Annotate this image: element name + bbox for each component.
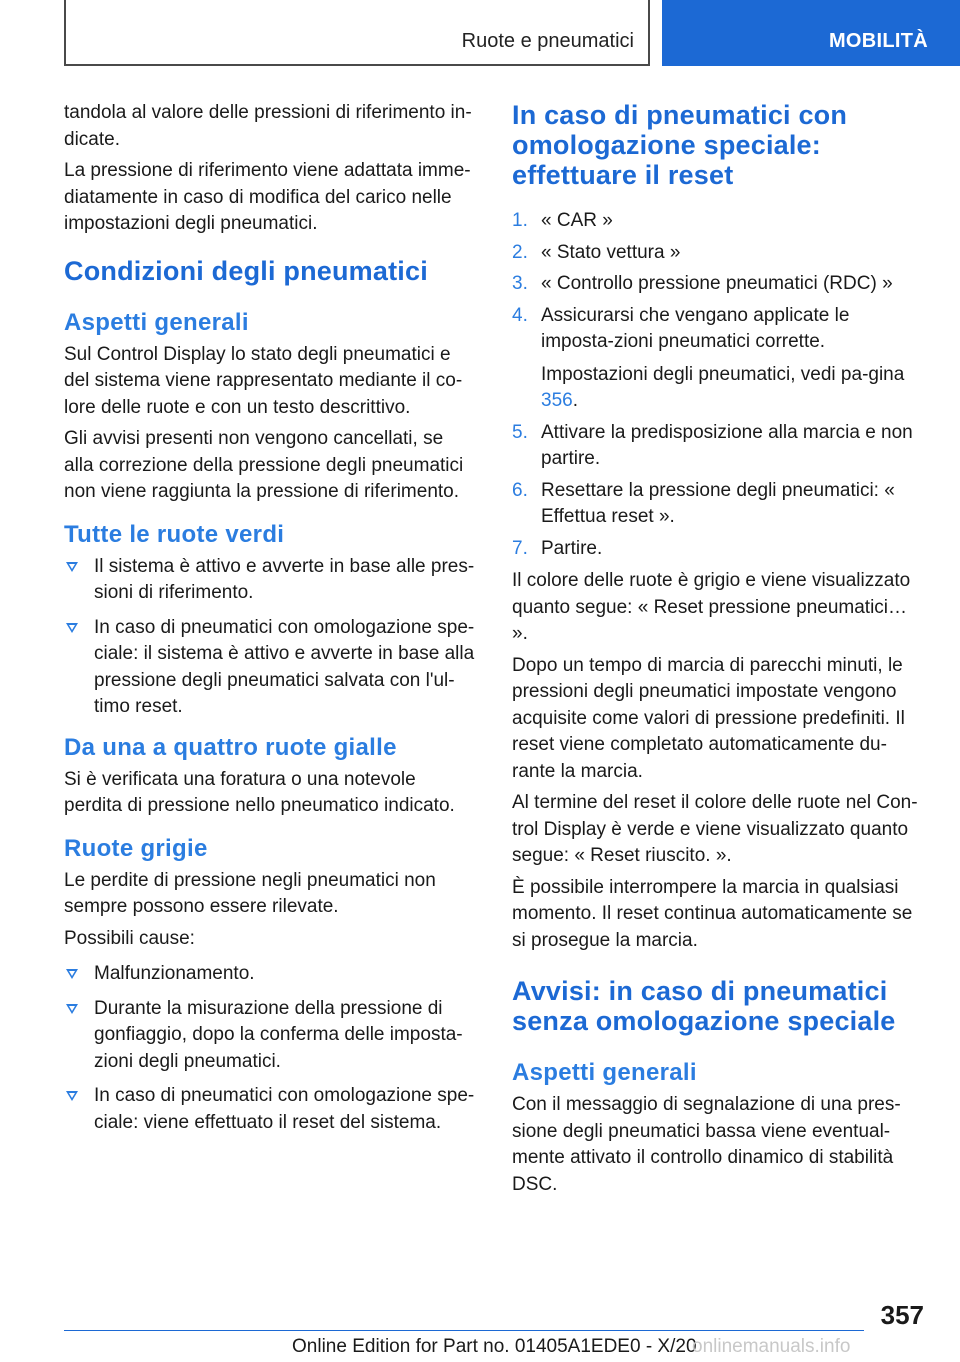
- aspetti-paragraph-2: Gli avvisi presenti non vengono cancellati, se alla correzione della pressione degli pneumatici non viene raggiunta la pressione di riferimento.: [64, 428, 464, 502]
- right-column: [512, 100, 926, 1203]
- list-item: Durante la misurazione della pressione di gonfiaggio, dopo la conferma delle imposta-zioni degli pneumatici.: [64, 996, 476, 1076]
- chapter-title: MOBILITÀ: [828, 30, 928, 52]
- list-item: In caso di pneumatici con omologazione spe-ciale: viene effettuato il reset del sistema.: [64, 1083, 476, 1136]
- triangle-bullet-icon: [66, 1091, 78, 1101]
- step-item: 4. Assicurarsi che vengano applicate le imposta-zioni pneumatici corrette. Impostazioni degli pneumatici, vedi pa-gina 356.: [512, 303, 926, 415]
- reset-paragraph-4: È possibile interrompere la marcia in qualsiasi momento. Il reset continua automaticamente se si prosegue la marcia.: [512, 876, 913, 951]
- verdi-list: [64, 554, 476, 721]
- reset-paragraph-2: Dopo un tempo di marcia di parecchi minuti, le pressioni degli pneumatici impostate vengono acquisite come valori di pressione predefiniti. Il reset viene completato automaticamente du-rante la marcia.: [512, 654, 905, 782]
- step-item: 1. « CAR »: [512, 210, 613, 231]
- heading-ruote-grigie: Ruote grigie: [64, 834, 208, 862]
- triangle-bullet-icon: [66, 969, 78, 979]
- step-4-note: Impostazioni degli pneumatici, vedi pa-gina 356.: [541, 363, 905, 411]
- section-tab: [64, 0, 650, 66]
- page-number: 357: [880, 1300, 924, 1330]
- reset-paragraph-3: Al termine del reset il colore delle ruote nel Con-trol Display è verde e viene visualizzato quanto segue: « Reset riuscito. ».: [512, 792, 918, 866]
- step-item: 3. « Controllo pressione pneumatici (RDC) »: [512, 273, 893, 294]
- grigie-list: [64, 961, 476, 1136]
- aspetti-paragraph-1: Sul Control Display lo stato degli pneumatici e del sistema viene rappresentato mediante il co-lore delle ruote e con un testo descrittivo.: [64, 343, 463, 418]
- section-title: Ruote e pneumatici: [461, 30, 634, 52]
- heading-ruote-verdi: Tutte le ruote verdi: [64, 520, 285, 548]
- grigie-paragraph-1: Le perdite di pressione negli pneumatici non sempre possono essere rilevate.: [64, 869, 436, 917]
- edition-text: Online Edition for Part no. 01405A1EDE0 - X/20: [292, 1336, 697, 1357]
- triangle-bullet-icon: [66, 562, 78, 572]
- step-item: 5. Attivare la predisposizione alla marcia e non partire.: [512, 421, 913, 469]
- heading-avvisi: Avvisi: in caso di pneumatici senza omologazione speciale: [512, 976, 896, 1036]
- left-column: [64, 100, 476, 1148]
- heading-aspetti-generali: Aspetti generali: [64, 308, 249, 336]
- watermark: onlinemanuals.info: [692, 1336, 851, 1357]
- heading-aspetti-generali-2: Aspetti generali: [512, 1059, 697, 1086]
- step-item: 2. « Stato vettura »: [512, 241, 681, 263]
- heading-condizioni: Condizioni degli pneumatici: [64, 255, 428, 286]
- gialle-paragraph: Si è verificata una foratura o una notevole perdita di pressione nello pneumatico indicato.: [64, 768, 455, 816]
- list-item: In caso di pneumatici con omologazione spe-ciale: il sistema è attivo e avverte in base alla pressione degli pneumatici salvata con l'ul-timo reset.: [64, 615, 476, 721]
- grigie-paragraph-2: Possibili cause:: [64, 927, 195, 949]
- triangle-bullet-icon: [66, 1004, 78, 1014]
- step-item: 6. Resettare la pressione degli pneumatici: « Effettua reset ».: [512, 479, 895, 527]
- list-item: Il sistema è attivo e avverte in base alle pres-sioni di riferimento.: [64, 554, 476, 607]
- triangle-bullet-icon: [66, 623, 78, 633]
- page-header: [0, 0, 960, 66]
- intro-paragraph-1: tandola al valore delle pressioni di riferimento in-dicate.: [64, 102, 472, 150]
- heading-reset: In caso di pneumatici con omologazione speciale: effettuare il reset: [512, 100, 848, 190]
- step-item: 7. Partire.: [512, 537, 603, 559]
- reset-steps: [512, 208, 926, 562]
- page-reference-link[interactable]: 356: [541, 390, 573, 411]
- heading-ruote-gialle: Da una a quattro ruote gialle: [64, 733, 397, 761]
- list-item: Malfunzionamento.: [64, 961, 476, 988]
- footer-divider: [64, 1330, 864, 1331]
- chapter-tab: [662, 0, 960, 66]
- avvisi-paragraph: Con il messaggio di segnalazione di una pres-sione degli pneumatici bassa viene eventual-mente attivato il controllo dinamico di stabilità DSC.: [512, 1094, 901, 1195]
- intro-paragraph-2: La pressione di riferimento viene adattata imme-diatamente in caso di modifica del carico nelle impostazioni degli pneumatici.: [64, 160, 471, 234]
- reset-paragraph-1: Il colore delle ruote è grigio e viene visualizzato quanto segue: « Reset pressione pneumatici… ».: [512, 570, 911, 644]
